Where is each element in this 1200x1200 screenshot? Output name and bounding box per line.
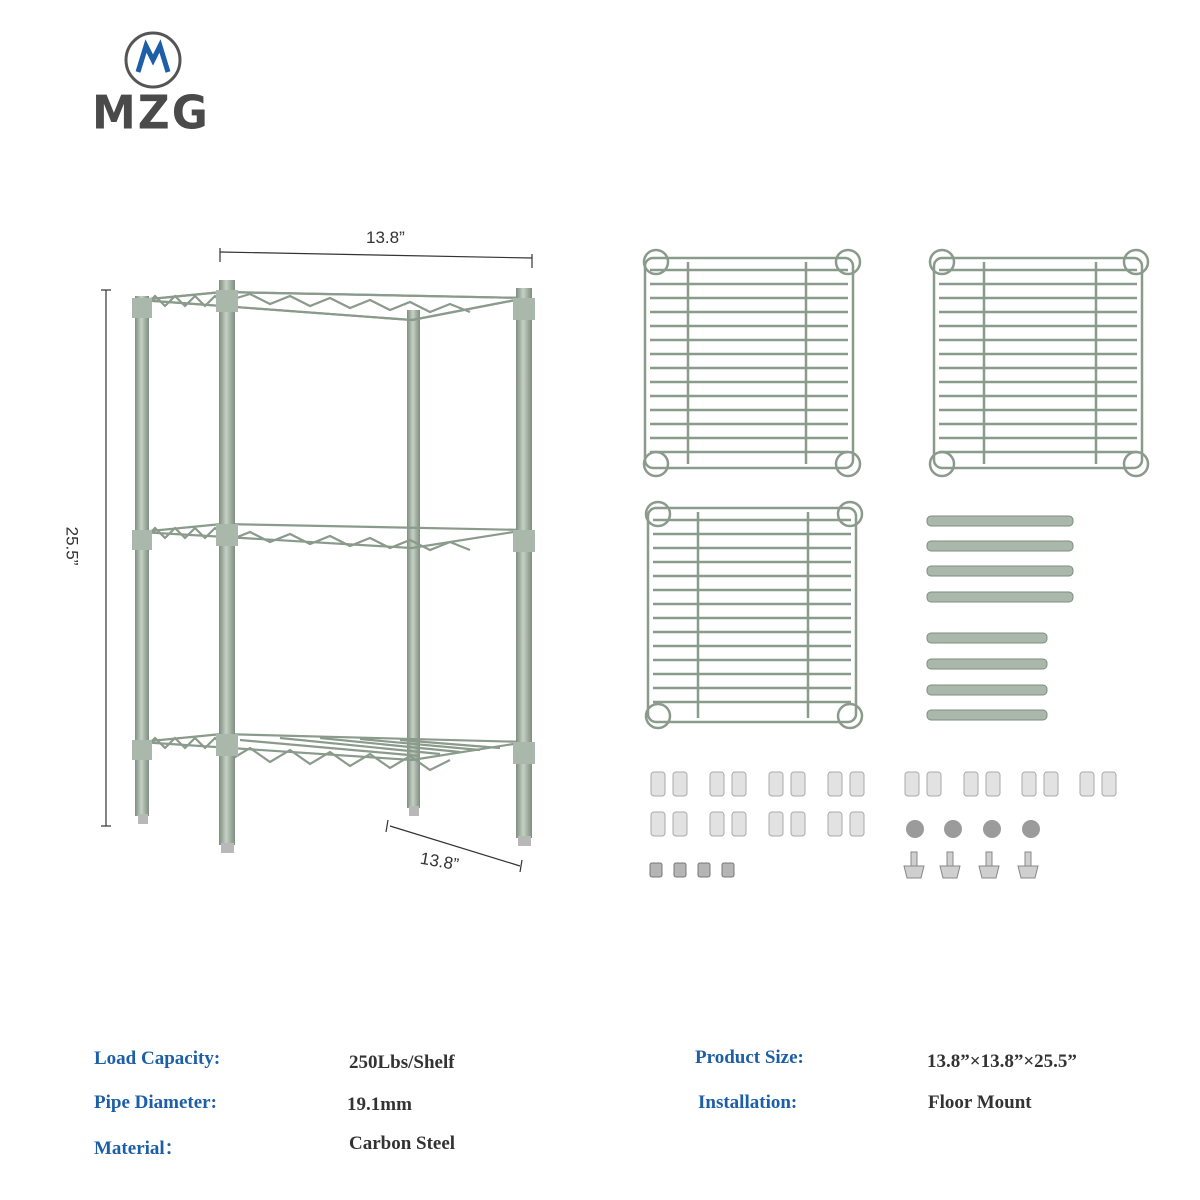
brand-logo-text: MZG [92, 86, 210, 141]
spec-value-pipe-diameter: 19.1mm [347, 1094, 412, 1115]
spec-value-product-size: 13.8”×13.8”×25.5” [927, 1051, 1077, 1072]
spec-value-installation: Floor Mount [928, 1092, 1032, 1113]
clip-parts [651, 772, 1116, 836]
pole-parts [927, 516, 1073, 720]
spec-label-load-capacity: Load Capacity: [94, 1048, 221, 1069]
spec-value-load-capacity: 250Lbs/Shelf [349, 1052, 455, 1073]
spec-value-material: Carbon Steel [349, 1133, 456, 1154]
connector-parts [650, 863, 734, 877]
wire-shelf-part [644, 250, 860, 476]
wire-shelf-part [646, 502, 862, 728]
height-dimension: 25.5” [62, 526, 82, 566]
wire-shelf-part [930, 250, 1148, 476]
assembled-shelf-drawing [101, 248, 535, 872]
spec-label-material: Material： [94, 1138, 184, 1159]
spec-label-pipe-diameter: Pipe Diameter: [94, 1092, 217, 1113]
spec-label-installation: Installation: [698, 1092, 798, 1113]
mzg-circle-logo-icon [126, 33, 180, 87]
spec-label-product-size: Product Size: [695, 1047, 804, 1068]
depth-dimension: 13.8” [418, 848, 461, 875]
cap-parts [906, 820, 1040, 838]
leveling-feet-parts [904, 852, 1038, 878]
width-dimension: 13.8” [366, 228, 405, 247]
